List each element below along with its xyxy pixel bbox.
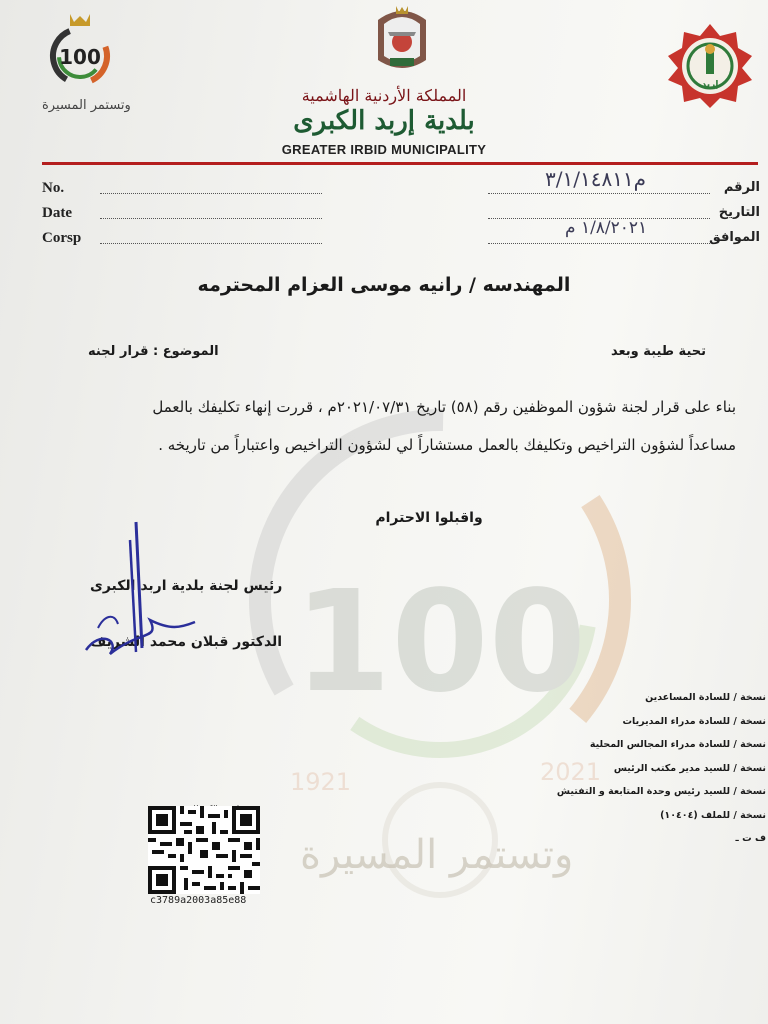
- signatory-name: الدكتور قبلان محمد الشريف: [90, 634, 283, 650]
- number-label-ar: الرقم: [723, 180, 760, 195]
- no-line: [100, 193, 322, 194]
- coat-of-arms: [368, 2, 436, 78]
- watermark-year-right: 2021: [540, 758, 602, 786]
- cc-item: نسخة / للسادة مدراء المديريات: [622, 715, 766, 727]
- closing: واقبلوا الاحترام: [375, 510, 483, 526]
- header-divider: [42, 162, 758, 165]
- logo-caption: وتستمر المسيرة: [42, 98, 131, 113]
- no-label: No.: [42, 180, 65, 196]
- centennial-logo: [40, 8, 120, 88]
- handwritten-signature: [80, 520, 200, 660]
- number-line-ar: [488, 193, 710, 194]
- logo-number: 100: [59, 45, 101, 69]
- cc-item: نسخة / للسيد رئيس وحدة المتابعة و التفتيش: [556, 786, 766, 797]
- date-label-ar: التاريخ: [718, 205, 760, 220]
- corsp-line-ar: [488, 243, 710, 244]
- corsp-value: ١/٨/٢٠٢١ م: [565, 218, 648, 238]
- cc-item: نسخة / للسادة المساعدين: [645, 692, 766, 703]
- cc-item: نسخة / للسيد مدير مكتب الرئيس: [613, 762, 766, 774]
- greeting: تحية طيبة وبعد: [610, 344, 706, 359]
- cc-item: نسخة / للسادة مدراء المجالس المحلية: [589, 739, 766, 750]
- date-line: [100, 218, 322, 219]
- municipality-name-ar: بلدية إربد الكبرى: [293, 106, 475, 136]
- cc-item: نسخة / للملف (١٠٤٠٤): [660, 809, 766, 821]
- qr-code: [148, 806, 260, 894]
- watermark-number: 100: [293, 561, 587, 724]
- qr-code-text: c3789a2003a85e88: [150, 895, 247, 906]
- date-label: Date: [42, 205, 72, 221]
- corsp-label-ar: الموافق: [709, 230, 760, 245]
- body-line-1: بناء على قرار لجنة شؤون الموظفين رقم (٥٨) تاريخ ٢٠٢١/٠٧/٣١م ، قررت إنهاء تكليفك بالعمل: [152, 398, 736, 416]
- subject: الموضوع : قرار لجنه: [88, 344, 219, 359]
- kingdom-name: المملكة الأردنية الهاشمية: [301, 86, 467, 105]
- cc-list: [556, 686, 768, 851]
- addressee: المهندسه / رانيه موسى العزام المحترمه: [197, 274, 571, 296]
- watermark-year-left: 1921: [290, 768, 352, 796]
- number-value: م٣/١/١٤٨١١: [545, 167, 647, 191]
- watermark-slogan: وتستمر المسيرة: [300, 832, 574, 878]
- emblem-text: إربد: [701, 80, 719, 90]
- cc-item: ف ت ـ: [735, 833, 766, 844]
- corsp-line: [100, 243, 322, 244]
- signatory-title: رئيس لجنة بلدية اربد الكبرى: [90, 578, 283, 594]
- municipality-name-en: GREATER IRBID MUNICIPALITY: [281, 142, 487, 157]
- corsp-label: Corsp: [42, 230, 82, 246]
- body-line-2: مساعداً لشؤون التراخيص وتكليفك بالعمل مستشاراً لي لشؤون التراخيص واعتباراً من تاريخه .: [158, 436, 736, 454]
